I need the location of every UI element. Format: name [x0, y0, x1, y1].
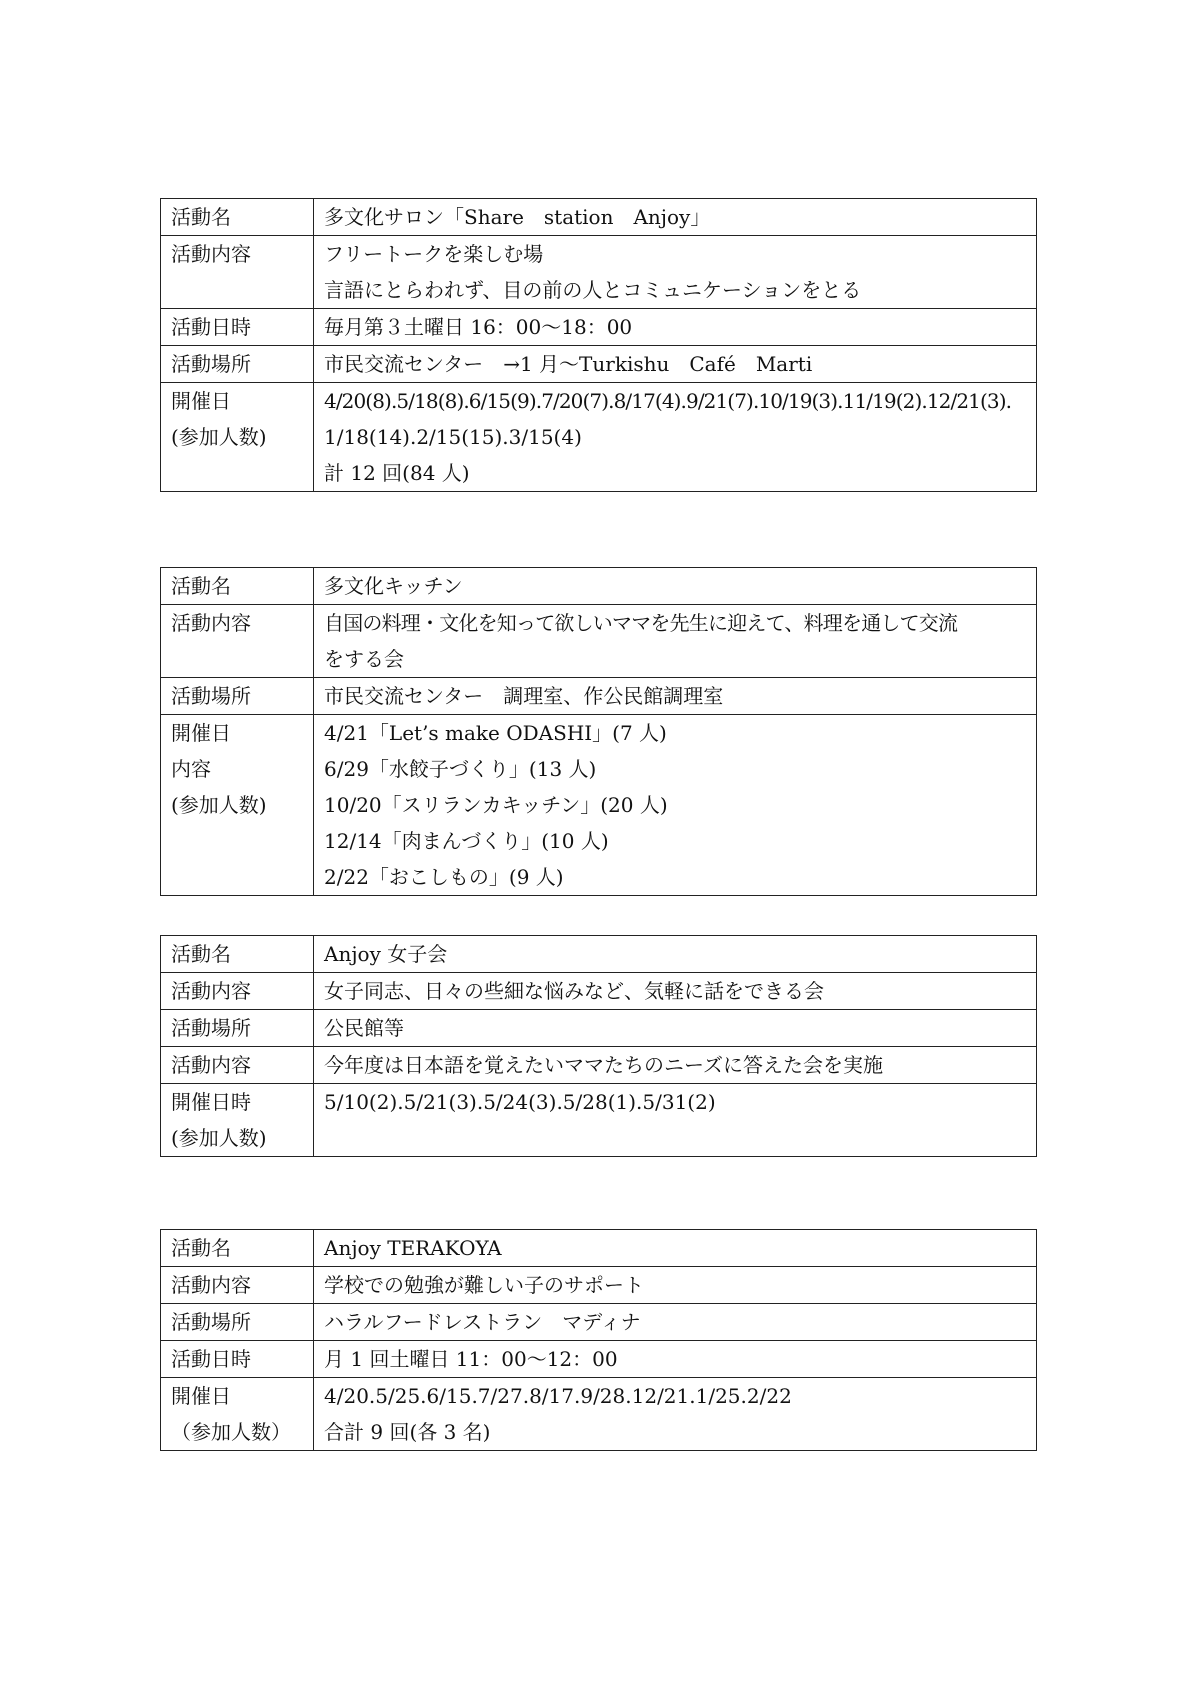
- table-row: [161, 1341, 1037, 1378]
- row-label: 開催日 内容 (参加人数): [161, 715, 314, 896]
- table-row: [161, 236, 1037, 309]
- row-value: 4/20.5/25.6/15.7/27.8/17.9/28.12/21.1/25.2/22 合計 9 回(各 3 名): [314, 1378, 1037, 1451]
- row-value: 多文化サロン「Share station Anjoy」: [314, 199, 1037, 236]
- table-row: [161, 1230, 1037, 1267]
- row-label: 活動日時: [161, 1341, 314, 1378]
- table-row: [161, 1267, 1037, 1304]
- row-value: 5/10(2).5/21(3).5/24(3).5/28(1).5/31(2): [314, 1084, 1037, 1157]
- activity-table-4: [160, 1229, 1037, 1451]
- row-label: 活動名: [161, 936, 314, 973]
- table-row: [161, 1304, 1037, 1341]
- row-value: ハラルフードレストラン マディナ: [314, 1304, 1037, 1341]
- row-label: 活動場所: [161, 678, 314, 715]
- table-row: [161, 678, 1037, 715]
- row-label: 活動名: [161, 199, 314, 236]
- row-label: 活動場所: [161, 1304, 314, 1341]
- table-row: [161, 1010, 1037, 1047]
- row-label: 活動内容: [161, 236, 314, 309]
- row-label: 開催日時 (参加人数): [161, 1084, 314, 1157]
- table-row: [161, 1378, 1037, 1451]
- row-label: 活動名: [161, 1230, 314, 1267]
- row-value: 市民交流センター →1 月〜Turkishu Café Marti: [314, 346, 1037, 383]
- row-value: 女子同志、日々の些細な悩みなど、気軽に話をできる会: [314, 973, 1037, 1010]
- row-label: 活動内容: [161, 605, 314, 678]
- table-row: [161, 715, 1037, 896]
- row-value: 月 1 回土曜日 11：00〜12：00: [314, 1341, 1037, 1378]
- table-row: [161, 346, 1037, 383]
- table-row: [161, 1047, 1037, 1084]
- row-label: 活動場所: [161, 1010, 314, 1047]
- row-value: 自国の料理・文化を知って欲しいママを先生に迎えて、料理を通して交流 をする会: [314, 605, 1037, 678]
- row-label: 活動日時: [161, 309, 314, 346]
- row-label: 活動内容: [161, 973, 314, 1010]
- table-row: [161, 1084, 1037, 1157]
- table-row: [161, 309, 1037, 346]
- row-value: Anjoy TERAKOYA: [314, 1230, 1037, 1267]
- activity-table-2: [160, 567, 1037, 896]
- row-label: 開催日 （参加人数）: [161, 1378, 314, 1451]
- row-value: 多文化キッチン: [314, 568, 1037, 605]
- row-value: 今年度は日本語を覚えたいママたちのニーズに答えた会を実施: [314, 1047, 1037, 1084]
- table-row: [161, 199, 1037, 236]
- activity-table-3: [160, 935, 1037, 1157]
- row-label: 開催日 (参加人数): [161, 383, 314, 492]
- activity-table-1: [160, 198, 1037, 492]
- table-row: [161, 973, 1037, 1010]
- row-value: 市民交流センター 調理室、作公民館調理室: [314, 678, 1037, 715]
- row-value: 毎月第３土曜日 16：00〜18：00: [314, 309, 1037, 346]
- row-value: フリートークを楽しむ場 言語にとらわれず、目の前の人とコミュニケーションをとる: [314, 236, 1037, 309]
- row-label: 活動場所: [161, 346, 314, 383]
- row-value: 4/21「Let’s make ODASHI」(7 人) 6/29「水餃子づくり」(13 人) 10/20「スリランカキッチン」(20 人) 12/14「肉まんづくり」(10 人) 2/22「おこしもの」(9 人): [314, 715, 1037, 896]
- row-label: 活動内容: [161, 1047, 314, 1084]
- row-label: 活動名: [161, 568, 314, 605]
- table-row: [161, 936, 1037, 973]
- row-value: 公民館等: [314, 1010, 1037, 1047]
- row-label: 活動内容: [161, 1267, 314, 1304]
- row-value: 学校での勉強が難しい子のサポート: [314, 1267, 1037, 1304]
- table-row: [161, 568, 1037, 605]
- table-row: [161, 383, 1037, 492]
- table-row: [161, 605, 1037, 678]
- row-value: Anjoy 女子会: [314, 936, 1037, 973]
- row-value: 4/20(8).5/18(8).6/15(9).7/20(7).8/17(4).9/21(7).10/19(3).11/19(2).12/21(3). 1/18(14).2/15(15).3/15(4) 計 12 回(84 人): [314, 383, 1037, 492]
